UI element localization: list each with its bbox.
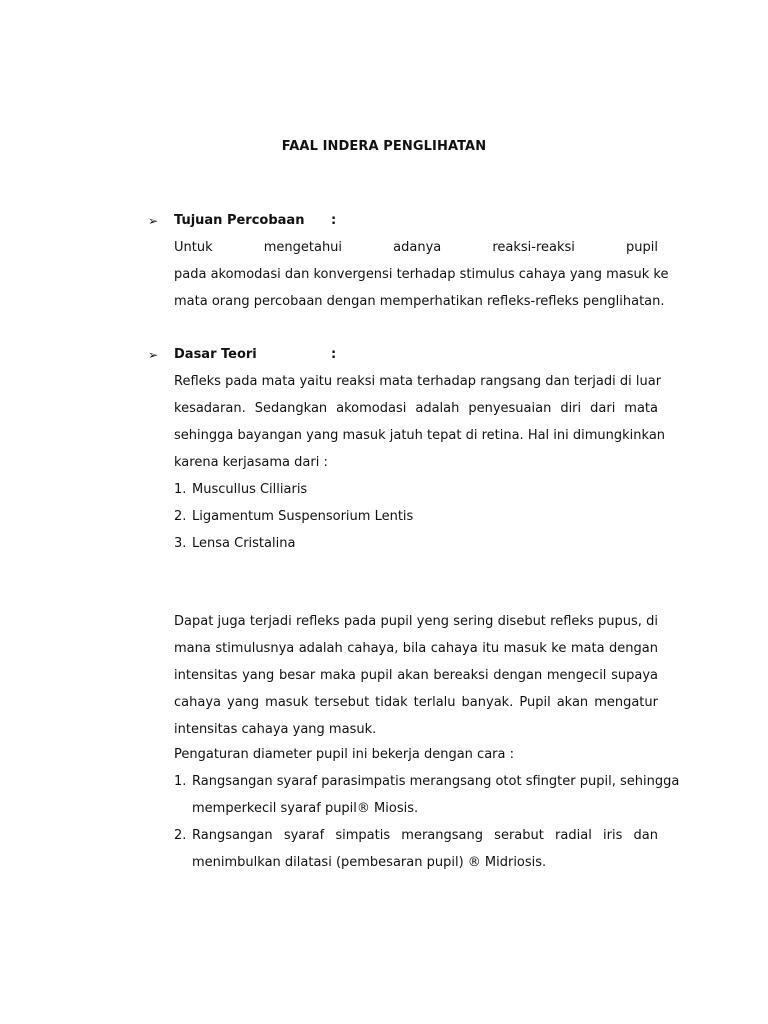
list-text: Lensa Cristalina xyxy=(192,536,296,551)
text-line: Dapat juga terjadi refleks pada pupil yeng sering disebut refleks pupus, di xyxy=(174,614,658,629)
section-colon: : xyxy=(331,213,337,228)
list-item xyxy=(174,476,658,503)
arrow-bullet-icon: ➢ xyxy=(148,214,159,228)
list-item xyxy=(174,530,658,557)
text-line: pada akomodasi dan konvergensi terhadap stimulus cahaya yang masuk ke xyxy=(174,267,669,282)
text-line: Refleks pada mata yaitu reaksi mata terhadap rangsang dan terjadi di luar xyxy=(174,374,662,389)
text-line: memperkecil syaraf pupil® Miosis. xyxy=(192,801,419,816)
text-line: intensitas cahaya yang masuk. xyxy=(174,722,377,737)
list-number: 1. xyxy=(174,774,187,789)
list-number: 3. xyxy=(174,536,187,551)
text-line: Pengaturan diameter pupil ini bekerja dengan cara : xyxy=(174,747,514,762)
paragraph-pengaturan xyxy=(174,741,680,876)
text-line: mata orang percobaan dengan memperhatikan refleks-refleks penglihatan. xyxy=(174,294,665,309)
text-line: sehingga bayangan yang masuk jatuh tepat di retina. Hal ini dimungkinkan xyxy=(174,428,666,443)
section-label: Dasar Teori xyxy=(174,347,257,362)
section-body-tujuan xyxy=(174,234,669,315)
text-line: Rangsangan syaraf simpatis merangsang serabut radial iris dan xyxy=(192,828,658,843)
text-line: Untuk mengetahui adanya reaksi-reaksi pupil xyxy=(174,240,658,255)
list-item xyxy=(174,768,680,822)
list-text: Muscullus Cilliaris xyxy=(192,482,308,497)
paragraph-refleks-pupil xyxy=(174,608,658,743)
list-text: Ligamentum Suspensorium Lentis xyxy=(192,509,414,524)
document-title: FAAL INDERA PENGLIHATAN xyxy=(281,139,487,154)
section-colon: : xyxy=(331,347,337,362)
arrow-bullet-icon: ➢ xyxy=(148,348,159,362)
section-label: Tujuan Percobaan xyxy=(174,213,305,228)
text-line: kesadaran. Sedangkan akomodasi adalah penyesuaian diri dari mata xyxy=(174,401,658,416)
list-item xyxy=(174,822,658,876)
text-line: menimbulkan dilatasi (pembesaran pupil) ® Midriosis. xyxy=(192,855,547,870)
text-line: mana stimulusnya adalah cahaya, bila cahaya itu masuk ke mata dengan xyxy=(174,641,658,656)
list-number: 2. xyxy=(174,509,187,524)
text-line: karena kerjasama dari : xyxy=(174,455,328,470)
text-line: cahaya yang masuk tersebut tidak terlalu banyak. Pupil akan mengatur xyxy=(174,695,658,710)
list-number: 1. xyxy=(174,482,187,497)
section-body-dasar-teori xyxy=(174,368,666,557)
text-line: Rangsangan syaraf parasimpatis merangsang otot sfingter pupil, sehingga xyxy=(192,774,680,789)
text-line: intensitas yang besar maka pupil akan bereaksi dengan mengecil supaya xyxy=(174,668,658,683)
list-item xyxy=(174,503,658,530)
list-number: 2. xyxy=(174,828,187,843)
